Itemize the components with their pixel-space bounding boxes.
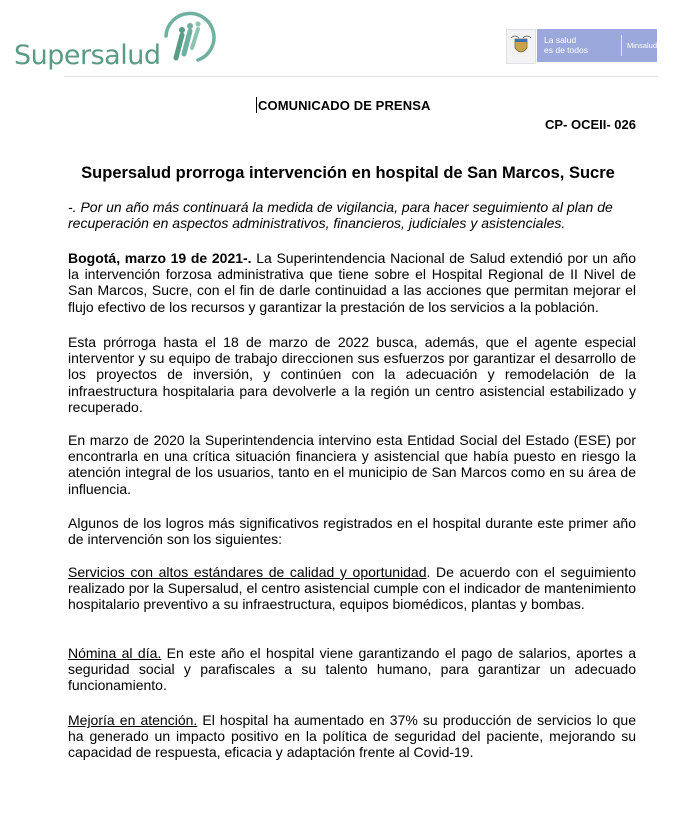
gov-slogan-line2: es de todos [544,45,588,55]
achievement-2-title: Nómina al día. [68,645,162,661]
paragraph-4: Algunos de los logros más significativos registrados en el hospital durante este primer año de intervención son los siguientes: [68,515,636,548]
paragraph-1-body: La Superintendencia Nacional de Salud extendió por un año la intervención forzosa administrativa que tiene sobre el Hospital Regional de II Nivel de San Marcos, Sucre, con el fin de darle continuidad a las acciones que permitan mejorar el flujo efectivo de los recursos y garantizar la prestación de los servicios a la población. [68,250,636,315]
gov-slogan-line1: La salud [544,35,577,45]
government-badge [506,29,658,62]
paragraph-2: Esta prórroga hasta el 18 de marzo de 2022 busca, además, que el agente especial interventor y su equipo de trabajo direccionen sus esfuerzos por garantizar el desarrollo de los proyectos de inversión, y continúen con la adecuación y remodelación de la infraestructura hospitalaria para devolverle a la región un centro asistencial estabilizado y recuperado. [68,334,636,415]
achievement-1-body: . De acuerdo con el seguimiento realizado por la Supersalud, el centro asistencial cumple con el indicador de mantenimiento hospitalario preventivo a su infraestructura, equipos biomédicos, plantas y bombas. [68,564,636,613]
achievement-2-body: En este año el hospital viene garantizando el pago de salarios, aportes a seguridad social y parafiscales a su talento humano, para garantizar un adecuado funcionamiento. [68,645,636,694]
achievement-3-body: El hospital ha aumentado en 37% su producción de servicios lo que ha generado un impacto positivo en la política de seguridad del paciente, mejorando su capacidad de respuesta, eficacia y adaptación frente al Covid-19. [68,712,636,761]
people-arc-icon [152,8,216,66]
document-header [0,0,689,78]
ministry-label: Minsalud [627,41,658,50]
document-code: CP- OCEII- 026 [544,117,636,132]
paragraph-3: En marzo de 2020 la Superintendencia intervino esta Entidad Social del Estado (ESE) por encontrarla en una crítica situación financiera y asistencial que había puesto en riesgo la atención integral de los usuarios, tanto en el municipio de San Marcos como en su área de influencia. [68,432,636,497]
text-cursor [256,97,257,113]
achievement-3-title: Mejoría en atención. [68,712,198,728]
dateline: Bogotá, marzo 19 de 2021-. [68,250,252,266]
achievement-1-title: Servicios con altos estándares de calidad y oportunidad [68,564,427,580]
headline: Supersalud prorroga intervención en hospital de San Marcos, Sucre [81,164,615,182]
badge-divider [621,35,622,56]
paragraph-1 [68,250,636,315]
paragraph-5 [68,564,636,613]
header-divider [64,76,658,77]
coat-of-arms-icon [506,29,536,64]
logo-wordmark: Supersalud [14,40,161,71]
paragraph-7 [68,712,636,761]
la-salud-band [537,29,657,62]
press-release-label: COMUNICADO DE PRENSA [258,98,431,113]
paragraph-6 [68,645,636,694]
subtitle: -. Por un año más continuará la medida de vigilancia, para hacer seguimiento al plan de recuperación en aspectos administrativos, financieros, judiciales y asistenciales. [68,199,613,232]
supersalud-logo [12,8,222,72]
